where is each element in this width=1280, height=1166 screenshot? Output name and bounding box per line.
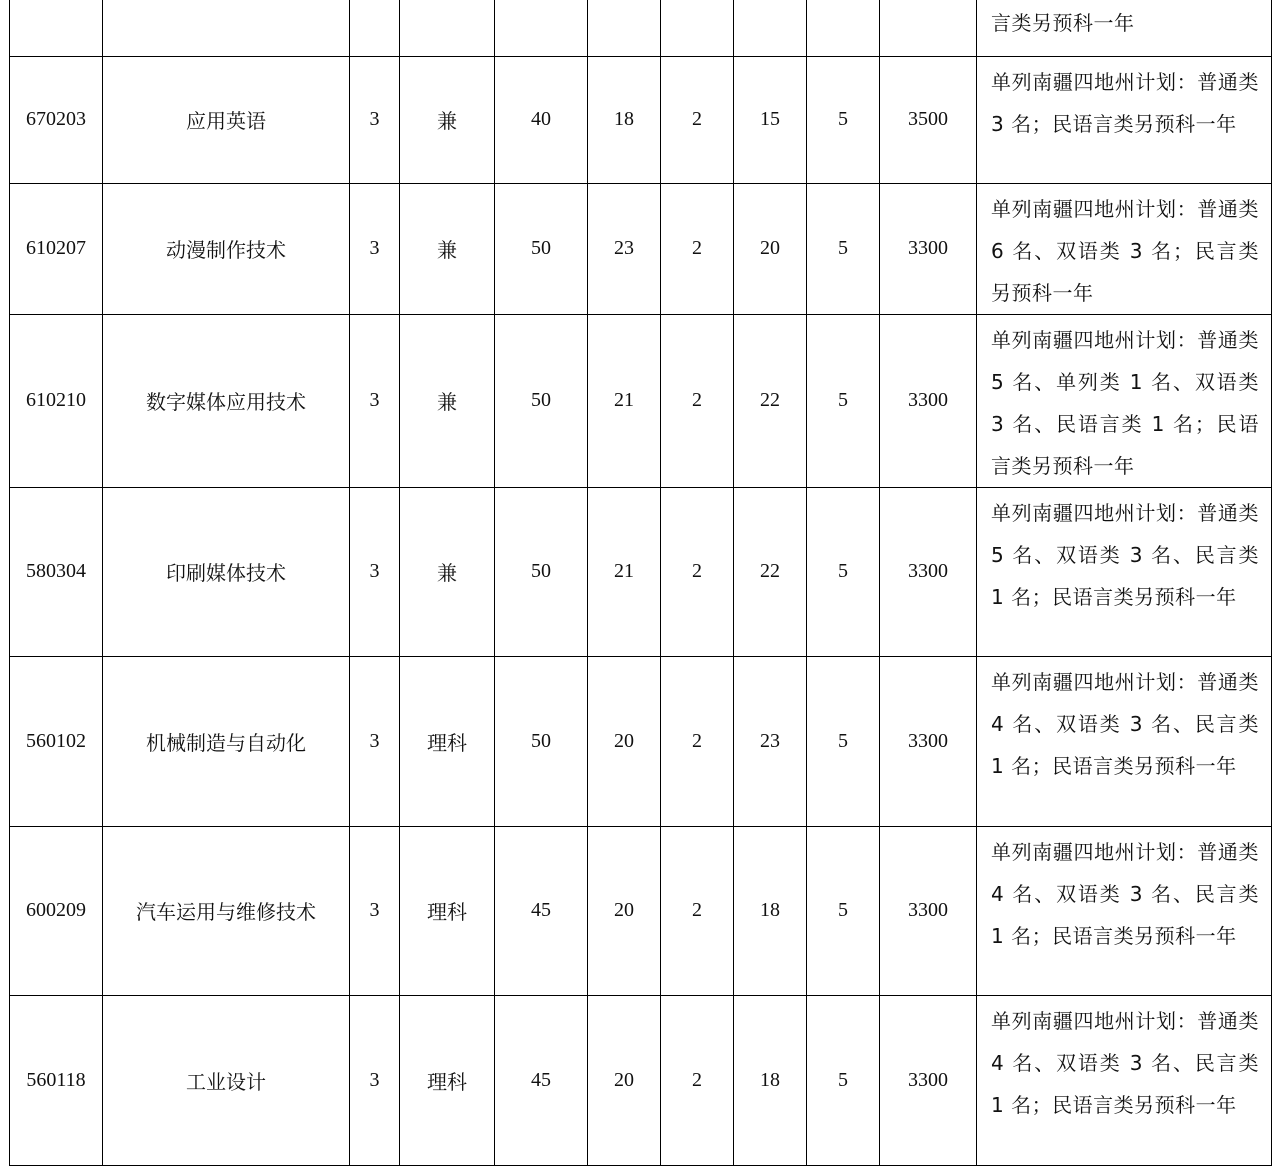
cell-note: 单列南疆四地州计划：普通类 6 名、双语类 3 名；民言类另预科一年 xyxy=(977,183,1272,314)
cell-code: 560102 xyxy=(10,656,103,826)
cell-c1: 20 xyxy=(588,826,661,995)
cell-name: 应用英语 xyxy=(103,56,350,183)
cell-c4: 5 xyxy=(807,183,880,314)
cell-subject: 兼 xyxy=(400,56,495,183)
cell-c1: 20 xyxy=(588,656,661,826)
cell-name: 数字媒体应用技术 xyxy=(103,314,350,487)
cell-c2: 2 xyxy=(661,826,734,995)
cell-c1: 23 xyxy=(588,183,661,314)
cell-subject: 兼 xyxy=(400,183,495,314)
cell-c3: 18 xyxy=(734,826,807,995)
cell-fee: 3300 xyxy=(880,826,977,995)
cell-years: 3 xyxy=(350,826,400,995)
cell-c2: 2 xyxy=(661,183,734,314)
table-row xyxy=(10,314,1272,487)
cell-name: 汽车运用与维修技术 xyxy=(103,826,350,995)
cell-c2: 2 xyxy=(661,995,734,1165)
cell-note: 单列南疆四地州计划：普通类 4 名、双语类 3 名、民言类 1 名；民语言类另预科一年 xyxy=(977,826,1272,995)
cell-c3: 22 xyxy=(734,487,807,656)
cell-subject: 兼 xyxy=(400,314,495,487)
table-row xyxy=(10,183,1272,314)
cell-c2: 2 xyxy=(661,56,734,183)
table-row xyxy=(10,487,1272,656)
cell-code xyxy=(10,0,103,56)
cell-total: 50 xyxy=(495,656,588,826)
cell-note: 单列南疆四地州计划：普通类 3 名；民语言类另预科一年 xyxy=(977,56,1272,183)
cell-c3: 22 xyxy=(734,314,807,487)
table-row xyxy=(10,826,1272,995)
cell-subject: 理科 xyxy=(400,656,495,826)
cell-years: 3 xyxy=(350,656,400,826)
cell-code: 600209 xyxy=(10,826,103,995)
cell-years: 3 xyxy=(350,183,400,314)
cell-c1: 21 xyxy=(588,487,661,656)
cell-c4: 5 xyxy=(807,826,880,995)
cell-c4: 5 xyxy=(807,487,880,656)
cell-total: 45 xyxy=(495,995,588,1165)
cell-name: 机械制造与自动化 xyxy=(103,656,350,826)
cell-c3 xyxy=(734,0,807,56)
cell-note: 单列南疆四地州计划：普通类 5 名、单列类 1 名、双语类 3 名、民语言类 1 名；民语言类另预科一年 xyxy=(977,314,1272,487)
cell-c3: 18 xyxy=(734,995,807,1165)
cell-fee: 3500 xyxy=(880,56,977,183)
cell-total xyxy=(495,0,588,56)
cell-code: 610210 xyxy=(10,314,103,487)
cell-c1 xyxy=(588,0,661,56)
cell-subject: 理科 xyxy=(400,826,495,995)
table-row xyxy=(10,0,1272,56)
cell-subject: 兼 xyxy=(400,487,495,656)
cell-c4: 5 xyxy=(807,995,880,1165)
cell-c4: 5 xyxy=(807,656,880,826)
cell-c1: 20 xyxy=(588,995,661,1165)
cell-years: 3 xyxy=(350,314,400,487)
cell-c4 xyxy=(807,0,880,56)
cell-c2: 2 xyxy=(661,656,734,826)
cell-total: 45 xyxy=(495,826,588,995)
cell-c3: 23 xyxy=(734,656,807,826)
cell-name: 工业设计 xyxy=(103,995,350,1165)
cell-c2: 2 xyxy=(661,314,734,487)
cell-name xyxy=(103,0,350,56)
cell-c4: 5 xyxy=(807,56,880,183)
cell-code: 580304 xyxy=(10,487,103,656)
cell-fee xyxy=(880,0,977,56)
cell-note: 单列南疆四地州计划：普通类 5 名、双语类 3 名、民言类 1 名；民语言类另预科一年 xyxy=(977,487,1272,656)
cell-total: 40 xyxy=(495,56,588,183)
cell-c2: 2 xyxy=(661,487,734,656)
cell-c1: 18 xyxy=(588,56,661,183)
cell-total: 50 xyxy=(495,314,588,487)
table-row xyxy=(10,56,1272,183)
cell-total: 50 xyxy=(495,183,588,314)
cell-subject: 理科 xyxy=(400,995,495,1165)
cell-fee: 3300 xyxy=(880,314,977,487)
cell-years: 3 xyxy=(350,995,400,1165)
cell-code: 610207 xyxy=(10,183,103,314)
cell-name: 印刷媒体技术 xyxy=(103,487,350,656)
cell-total: 50 xyxy=(495,487,588,656)
cell-c1: 21 xyxy=(588,314,661,487)
cell-code: 560118 xyxy=(10,995,103,1165)
cell-note: 单列南疆四地州计划：普通类 4 名、双语类 3 名、民言类 1 名；民语言类另预科一年 xyxy=(977,656,1272,826)
cell-c4: 5 xyxy=(807,314,880,487)
table-row xyxy=(10,995,1272,1165)
cell-name: 动漫制作技术 xyxy=(103,183,350,314)
cell-fee: 3300 xyxy=(880,995,977,1165)
cell-fee: 3300 xyxy=(880,183,977,314)
cell-fee: 3300 xyxy=(880,656,977,826)
cell-note: 单列南疆四地州计划：普通类 4 名、双语类 3 名、民言类 1 名；民语言类另预科一年 xyxy=(977,995,1272,1165)
cell-c2 xyxy=(661,0,734,56)
enrollment-plan-table xyxy=(9,0,1272,1166)
cell-years xyxy=(350,0,400,56)
cell-fee: 3300 xyxy=(880,487,977,656)
cell-note: 言类另预科一年 xyxy=(977,0,1272,56)
cell-code: 670203 xyxy=(10,56,103,183)
cell-c3: 15 xyxy=(734,56,807,183)
cell-years: 3 xyxy=(350,56,400,183)
cell-c3: 20 xyxy=(734,183,807,314)
table-row xyxy=(10,656,1272,826)
cell-years: 3 xyxy=(350,487,400,656)
cell-subject xyxy=(400,0,495,56)
